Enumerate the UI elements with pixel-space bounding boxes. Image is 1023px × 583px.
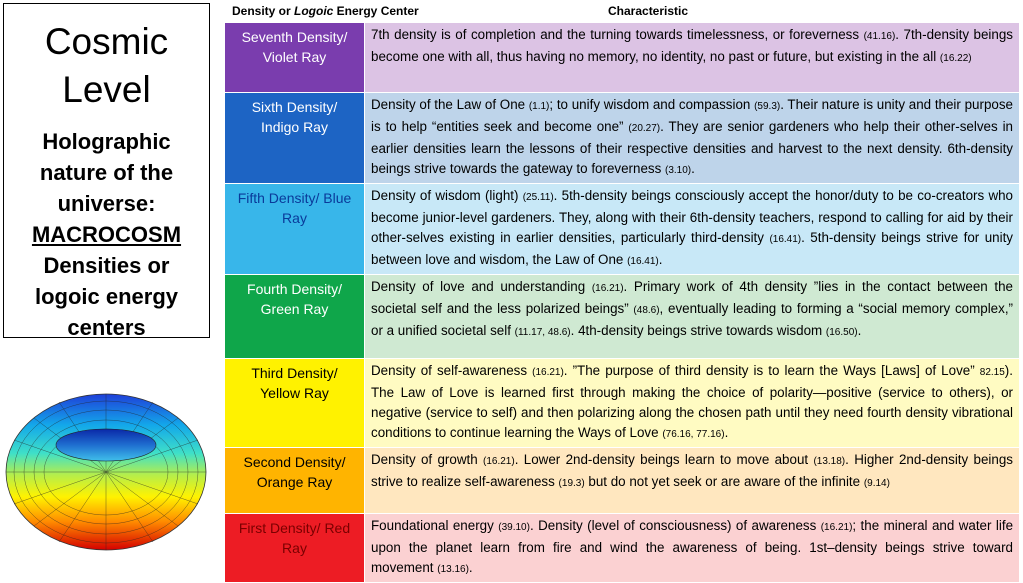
density-name: Fifth Density/ Blue Ray [237, 190, 352, 226]
description-text: Density of wisdom (light) [371, 188, 523, 203]
description-text: . ”The purpose of third density is to learn the Ways [Laws] of Love” [563, 363, 980, 378]
density-name-cell [225, 448, 365, 514]
citation: (16.21) [820, 522, 853, 533]
description-text: ; the mineral and water life upon the planet learn from fire and wind the awareness of being. 1st–density beings strive toward movement [371, 518, 1014, 575]
citation: (76.16, 77.16) [662, 429, 725, 440]
description-text: . 7th-density beings become one with all, thus having no memory, no identity, no past or future, but existing in the all [371, 27, 1013, 64]
description-text: but do not yet seek or are aware of the infinite [584, 474, 864, 489]
description-text: . 4th-density beings strive towards wisdom [570, 323, 826, 338]
subtitle-line: centers [67, 315, 146, 340]
subtitle-macrocosm: MACROCOSM [31, 222, 182, 247]
citation: (16.41) [627, 256, 659, 267]
density-name-cell [225, 184, 365, 275]
density-name-cell [225, 359, 365, 448]
description-text: . [857, 323, 862, 338]
subtitle-line: Holographic [42, 129, 171, 154]
description-text: . Primary work of 4th density ”lies in the contact between the societal self and the less polarized beings” [371, 279, 1013, 316]
density-name: Third Density/ Yellow Ray [251, 365, 338, 401]
description-text: . Lower 2nd-density beings learn to move about [514, 452, 814, 467]
density-name: Seventh Density/ Violet Ray [241, 29, 348, 65]
description-text: Density of the Law of One [371, 97, 529, 112]
density-row [225, 514, 1020, 583]
density-row [225, 448, 1020, 514]
citation: (3.10) [665, 165, 692, 176]
density-name-cell [225, 23, 365, 93]
torus-image [4, 390, 208, 555]
description-text: . [691, 161, 695, 176]
description-text: Foundational energy [371, 518, 499, 533]
description-text: , eventually leading to forming a “social memory complex,” or a unified societal self [371, 301, 1013, 338]
density-description [365, 448, 1020, 514]
description-text: ). The Law of Love is learned first through making the choice of polarity—positive (service to others), or negative (service to self) and then polarizing along the chosen path until they need fourth density vibrational conditions to continue learning the Ways of Love [371, 363, 1013, 440]
citation: (11.17, 48.6) [514, 327, 571, 338]
citation: (16.21) [532, 367, 564, 378]
description-text: . [658, 252, 663, 267]
subtitle-line: Densities or [43, 253, 170, 278]
density-name-cell [225, 275, 365, 359]
density-name-cell [225, 514, 365, 583]
subtitle-line: logoic energy [34, 284, 179, 309]
citation: (16.41) [769, 234, 802, 245]
description-text: . [468, 560, 473, 575]
description-text: . [724, 425, 729, 440]
citation: (25.11) [522, 192, 554, 203]
citation: (48.6) [633, 305, 660, 316]
description-text: . They are senior gardeners who help their other-selves in earlier densities learn the lessons of their respective densities and harvest to the next density. 6th-density beings strive towards the gateway to foreverness [371, 119, 1013, 176]
density-row [225, 184, 1020, 275]
description-text: . Higher 2nd-density beings strive to realize self-awareness [371, 452, 1013, 489]
citation: (1.1) [528, 101, 550, 112]
citation: (41.16) [863, 31, 896, 42]
citation: (20.27) [628, 123, 661, 134]
title-line-level: Level [62, 69, 151, 110]
citation: (59.3) [754, 101, 781, 112]
density-description [365, 359, 1020, 448]
density-name: Fourth Density/ Green Ray [247, 281, 342, 317]
citation: (9.14) [863, 478, 890, 489]
citation: (16.22) [939, 53, 972, 64]
column-header-characteristic: Characteristic [608, 4, 689, 18]
title-panel [3, 3, 210, 338]
density-row [225, 359, 1020, 448]
description-text: . 5th-density beings strive for unity between love and wisdom, the Law of One [371, 230, 1014, 267]
description-text: 7th density is of completion and the turning towards timelessness, or foreverness [371, 27, 864, 42]
description-text: . Their nature is unity and their purpose is to help “entities seek and become one” [371, 97, 1013, 134]
density-name: First Density/ Red Ray [238, 520, 351, 556]
column-header-density: Density or Logoic Energy Center [232, 4, 419, 18]
description-text: . 5th-density beings consciously accept the honor/duty to be co-creators who become junior-level gardeners. They, along with their 6th-density teachers, respond to calling for aid by their other-selves existing in earlier densities, particularly third-density [371, 188, 1014, 245]
density-name-cell [225, 93, 365, 184]
subtitle-line: universe: [57, 191, 156, 216]
title-line-cosmic: Cosmic [44, 21, 169, 62]
citation: (39.10) [498, 522, 530, 533]
citation: (16.50) [825, 327, 858, 338]
density-row [225, 275, 1020, 359]
description-text: Density of growth [371, 452, 484, 467]
density-row [225, 23, 1020, 93]
density-description [365, 23, 1020, 93]
description-text: ; to unify wisdom and compassion [549, 97, 755, 112]
description-text: Density of self-awareness [371, 363, 533, 378]
density-description [365, 184, 1020, 275]
density-name: Second Density/ Orange Ray [243, 454, 346, 490]
density-row [225, 93, 1020, 184]
density-description [365, 275, 1020, 359]
citation: (13.16) [437, 564, 469, 575]
citation: (13.18) [813, 456, 846, 467]
citation: (19.3) [558, 478, 585, 489]
citation: (16.21) [591, 283, 624, 294]
citation: 82.15 [979, 367, 1005, 378]
densities-table [224, 22, 1020, 583]
description-text: Density of love and understanding [371, 279, 592, 294]
density-description [365, 514, 1020, 583]
density-name: Sixth Density/ Indigo Ray [251, 99, 338, 135]
citation: (16.21) [483, 456, 515, 467]
density-description [365, 93, 1020, 184]
subtitle-line: nature of the [39, 160, 174, 185]
description-text: . Density (level of consciousness) of awareness [529, 518, 821, 533]
